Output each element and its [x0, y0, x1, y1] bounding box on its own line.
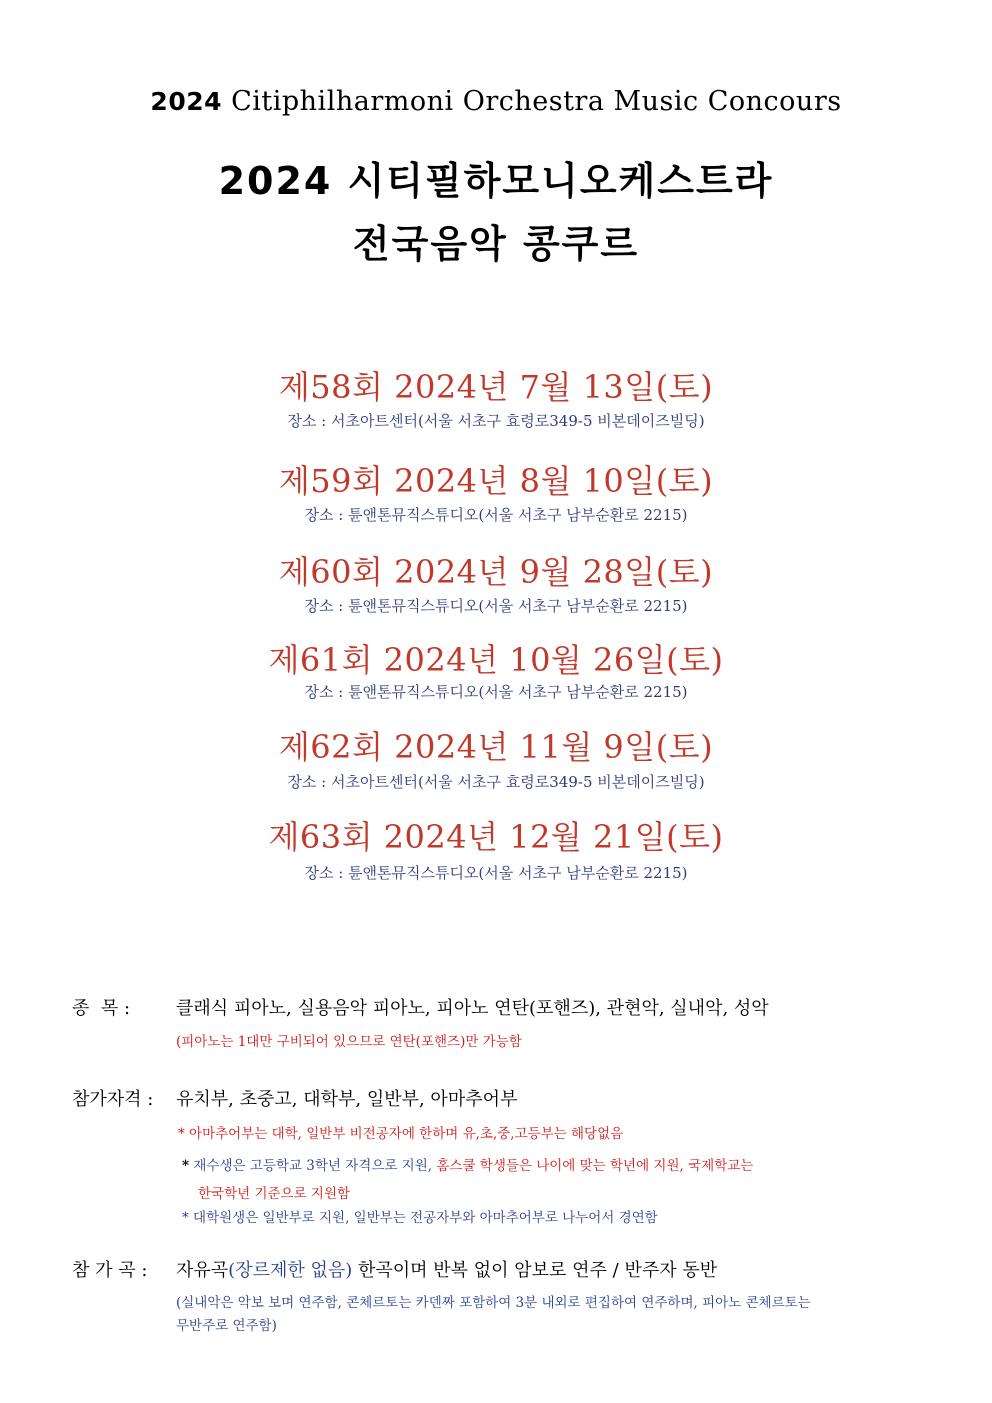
- repertoire-genre-note: (장르제한 없음): [228, 1260, 353, 1281]
- event-venue: 장소 : 튠앤톤뮤직스튜디오(서울 서초구 남부순환로 2215): [304, 864, 688, 882]
- event-title: 제58회 2024년 7월 13일(토): [278, 368, 714, 406]
- note-intl-text: 국제학교는: [688, 1158, 754, 1174]
- repertoire-note-line2: 무반주로 연주함): [176, 1318, 277, 1334]
- event-venue: 장소 : 서초아트센터(서울 서초구 효령로349-5 비본데이즈빌딩): [287, 412, 705, 430]
- event-venue: 장소 : 튠앤톤뮤직스튜디오(서울 서초구 남부순환로 2215): [304, 597, 688, 615]
- categories-label: 종 목 :: [72, 998, 131, 1019]
- note-star: *: [182, 1158, 190, 1174]
- repertoire-note-line1: (실내악은 악보 보며 연주함, 콘체르토는 카덴짜 포함하여 3분 내외로 편집하여 연주하며, 피아노 콘체르토는: [176, 1295, 811, 1311]
- repertoire-label: 참 가 곡 :: [72, 1260, 148, 1281]
- english-title: [0, 86, 992, 117]
- eligibility-note-amateur: * 아마추어부는 대학, 일반부 비전공자에 한하며 유,초,중,고등부는 해당없음: [178, 1126, 624, 1142]
- eligibility-text: 유치부, 초중고, 대학부, 일반부, 아마추어부: [176, 1089, 518, 1110]
- eligibility-note-graduate: * 대학원생은 일반부로 지원, 일반부는 전공자부와 아마추어부로 나누어서 경연함: [182, 1210, 658, 1226]
- korean-title-line2: 전국음악 콩쿠르: [352, 222, 640, 266]
- categories-note: (피아노는 1대만 구비되어 있으므로 연탄(포핸즈)만 가능함: [176, 1034, 522, 1050]
- note-retake-text: 재수생은 고등학교 3학년 자격으로 지원,: [193, 1158, 433, 1174]
- event-title: 제63회 2024년 12월 21일(토): [268, 818, 724, 856]
- event-venue: 장소 : 튠앤톤뮤직스튜디오(서울 서초구 남부순환로 2215): [304, 683, 688, 701]
- english-title-year: 2024: [150, 87, 223, 116]
- event-title: 제62회 2024년 11월 9일(토): [278, 728, 714, 766]
- eligibility-note-retake: [182, 1154, 753, 1174]
- eligibility-label: 참가자격 :: [72, 1089, 154, 1110]
- english-title-text: Citiphilharmoni Orchestra Music Concours: [231, 86, 842, 117]
- event-title: 제61회 2024년 10월 26일(토): [268, 641, 724, 679]
- note-homeschool-text: 홈스쿨 학생들은 나이에 맞는 학년에 지원,: [436, 1158, 684, 1174]
- event-title: 제59회 2024년 8월 10일(토): [278, 462, 714, 500]
- eligibility-note-retake-line2: 한국학년 기준으로 지원함: [198, 1186, 351, 1202]
- event-venue: 장소 : 튠앤톤뮤직스튜디오(서울 서초구 남부순환로 2215): [304, 506, 688, 524]
- categories-text: 클래식 피아노, 실용음악 피아노, 피아노 연탄(포핸즈), 관현악, 실내악, 성악: [176, 998, 769, 1019]
- repertoire-free-piece: 자유곡: [176, 1260, 229, 1281]
- korean-title-line1: 2024 시티필하모니오케스트라: [218, 159, 774, 203]
- repertoire-text: [176, 1256, 717, 1282]
- event-title: 제60회 2024년 9월 28일(토): [278, 553, 714, 591]
- event-venue: 장소 : 서초아트센터(서울 서초구 효령로349-5 비본데이즈빌딩): [287, 773, 705, 791]
- repertoire-rule: 한곡이며 반복 없이 암보로 연주 / 반주자 동반: [358, 1260, 718, 1281]
